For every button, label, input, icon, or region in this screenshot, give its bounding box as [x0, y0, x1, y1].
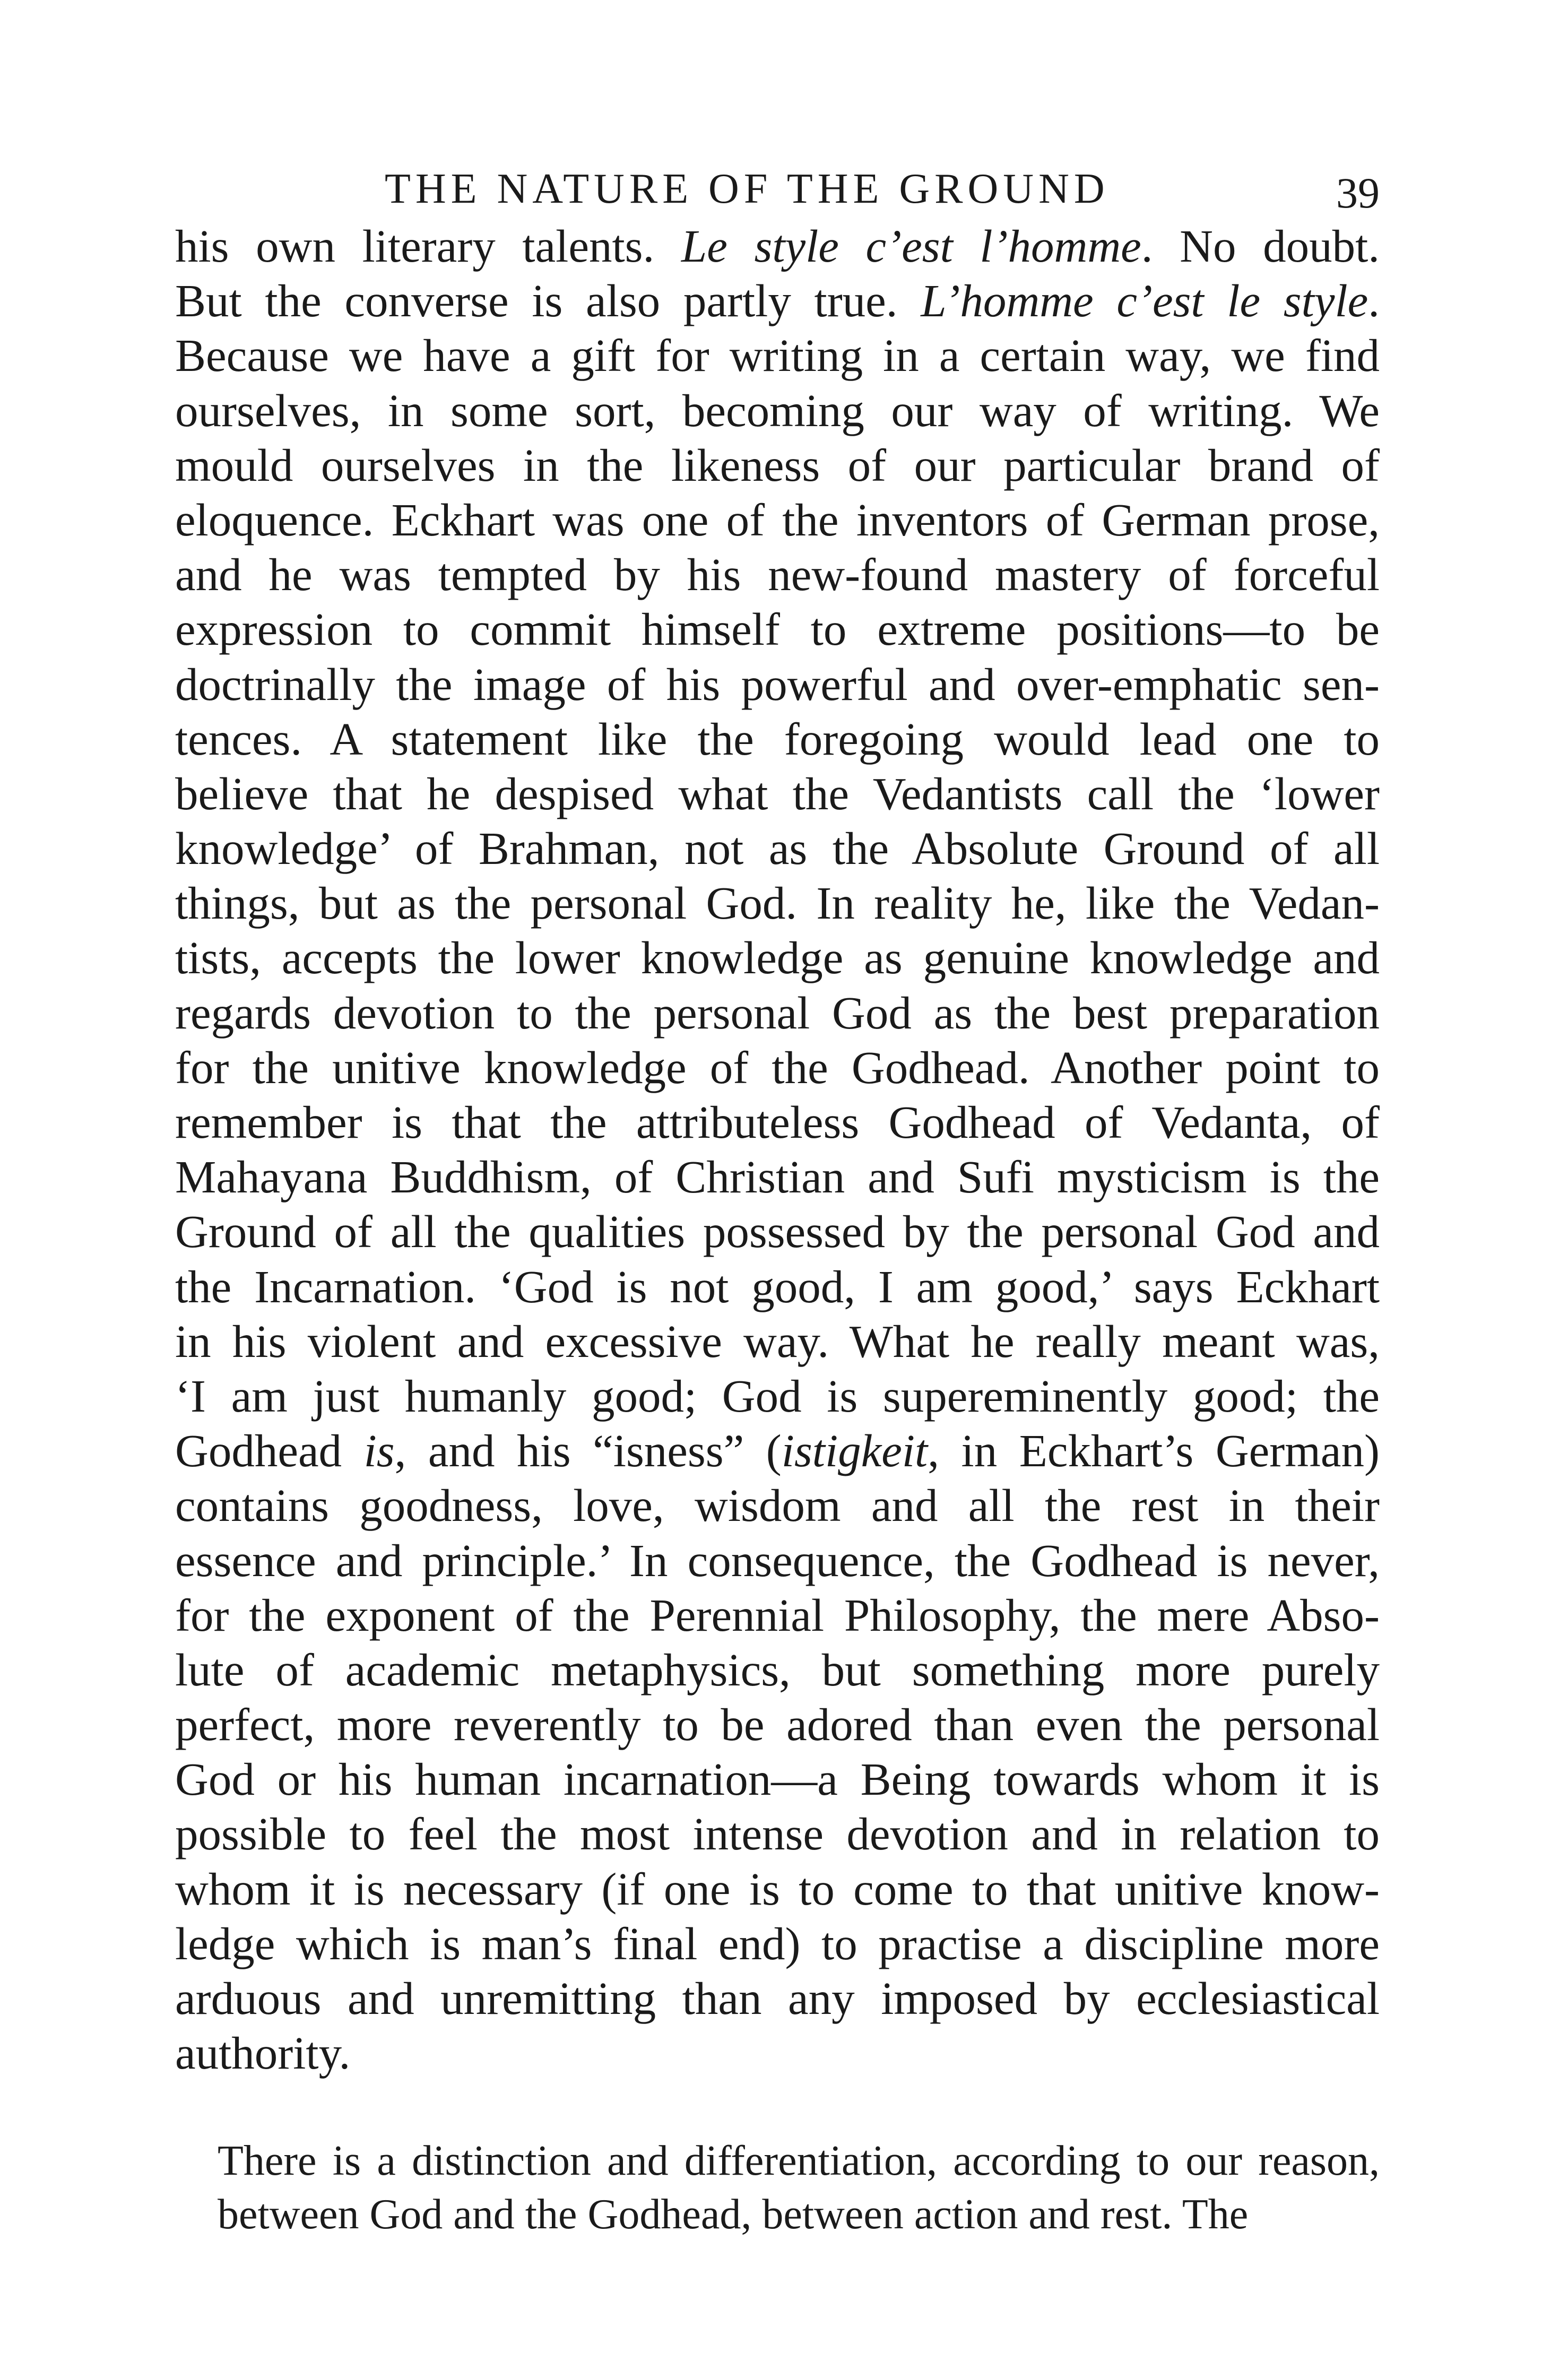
text-line: things, but as the personal God. In reality he, like the Vedan- [175, 877, 1380, 929]
text-line: perfect, more reverently to be adored than even the personal [175, 1699, 1380, 1751]
text-line: between God and the Godhead, between action and rest. The [218, 2191, 1249, 2238]
text-line: whom it is necessary (if one is to come to that unitive know- [175, 1863, 1380, 1915]
running-head-title: THE NATURE OF THE GROUND [385, 166, 1110, 212]
text-line: Ground of all the qualities possessed by the personal God and [175, 1206, 1380, 1258]
text-line: knowledge’ of Brahman, not as the Absolute Ground of all [175, 823, 1380, 875]
text-line: lute of academic metaphysics, but something more purely [175, 1644, 1380, 1696]
text-line: remember is that the attributeless Godhead of Vedanta, of [175, 1096, 1380, 1148]
text-line: in his violent and excessive way. What he really meant was, [175, 1315, 1380, 1367]
text-line: expression to commit himself to extreme positions—to be [175, 603, 1380, 655]
page-number: 39 [1336, 169, 1380, 217]
text-line: the Incarnation. ‘God is not good, I am good,’ says Eckhart [175, 1260, 1380, 1312]
quoted-passage [218, 2134, 1380, 2242]
text-line: for the exponent of the Perennial Philosophy, the mere Abso- [175, 1589, 1380, 1641]
text-line: God or his human incarnation—a Being towards whom it is [175, 1753, 1380, 1805]
text-line: regards devotion to the personal God as the best preparation [175, 987, 1380, 1039]
body-paragraph [175, 219, 1380, 2080]
text-line: Mahayana Buddhism, of Christian and Sufi mysticism is the [175, 1151, 1380, 1203]
text-line: for the unitive knowledge of the Godhead. Another point to [175, 1041, 1380, 1093]
text-line: eloquence. Eckhart was one of the inventors of German prose, [175, 494, 1380, 546]
text-line: tists, accepts the lower knowledge as genuine knowledge and [175, 932, 1380, 984]
text-line: There is a distinction and differentiation, according to our reason, [218, 2138, 1380, 2185]
text-line: contains goodness, love, wisdom and all the rest in their [175, 1480, 1380, 1532]
book-page [175, 159, 1380, 2242]
text-line: arduous and unremitting than any imposed by ecclesiastical [175, 1973, 1380, 2024]
text-line: essence and principle.’ In consequence, the Godhead is never, [175, 1534, 1380, 1586]
text-line: tences. A statement like the foregoing would lead one to [175, 713, 1380, 765]
text-line: But the converse is also partly true. L’homme c’est le style. [175, 275, 1380, 327]
text-line: and he was tempted by his new-found mastery of forceful [175, 549, 1380, 601]
text-line: mould ourselves in the likeness of our particular brand of [175, 439, 1380, 491]
text-line: authority. [175, 2027, 351, 2079]
text-line: ‘I am just humanly good; God is supereminently good; the [175, 1370, 1380, 1422]
text-line: doctrinally the image of his powerful and over-emphatic sen- [175, 658, 1380, 710]
text-line: possible to feel the most intense devotion and in relation to [175, 1808, 1380, 1860]
text-line: believe that he despised what the Vedantists call the ‘lower [175, 767, 1380, 819]
text-line: ourselves, in some sort, becoming our way of writing. We [175, 384, 1380, 436]
text-line: Because we have a gift for writing in a certain way, we find [175, 330, 1380, 382]
text-line: his own literary talents. Le style c’est l’homme. No doubt. [175, 220, 1380, 272]
running-head [175, 159, 1380, 219]
text-line: ledge which is man’s final end) to practise a discipline more [175, 1917, 1380, 1969]
text-line: Godhead is, and his “isness” (istigkeit, in Eckhart’s German) [175, 1425, 1380, 1477]
